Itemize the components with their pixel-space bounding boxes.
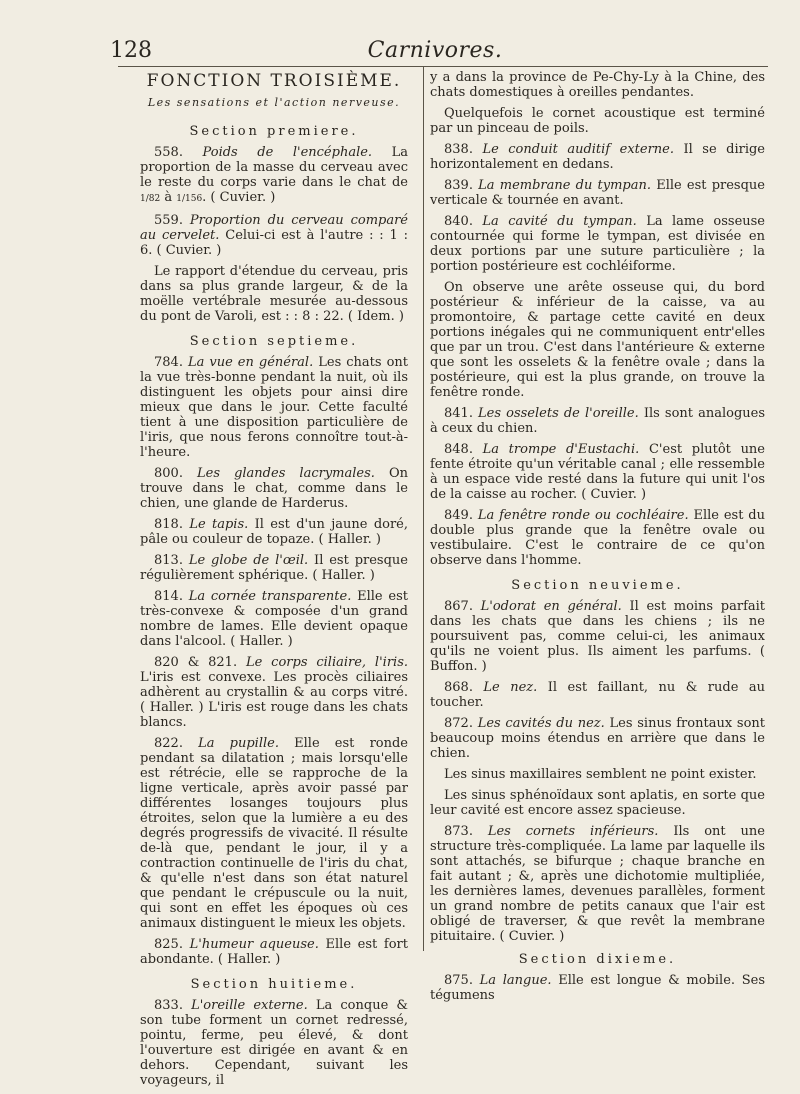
running-title: Carnivores. bbox=[367, 38, 503, 63]
paragraph-559 bbox=[140, 213, 408, 258]
paragraph-838 bbox=[430, 142, 765, 172]
para-number: 873. bbox=[444, 824, 488, 839]
paragraph-820 bbox=[140, 655, 408, 730]
para-text: L'iris est convexe. Les procès ciliaires adhèrent au crystallin & au corps vitré. ( Haller. ) L'iris est rouge dans les chats blancs. bbox=[140, 670, 408, 730]
paragraph-872b: Les sinus maxillaires semblent ne point exister. bbox=[444, 767, 757, 782]
para-text: C'est plutôt une fente étroite qu'un véritable canal ; elle ressemble à un espace vide resté dans la future qui unit l'os de la caisse au rocher. ( Cuvier. ) bbox=[430, 442, 766, 502]
para-heading: La cavité du tympan. bbox=[482, 214, 637, 229]
paragraph-848 bbox=[430, 442, 765, 502]
paragraph-840 bbox=[430, 214, 765, 274]
paragraph-839 bbox=[430, 178, 765, 208]
para-number: 559. bbox=[154, 213, 190, 228]
para-number: 875. bbox=[444, 973, 480, 988]
para-text: La lame osseuse contournée qui forme le tympan, est divisée en deux portions par une suture particulière ; la portion postérieure est cochléiforme. bbox=[430, 214, 766, 274]
paragraph-559b: Le rapport d'étendue du cerveau, pris dans sa plus grande largeur, & de la moëlle vertébrale mesurée au-dessous du pont de Varoli, est : : 8 : 22. ( Idem. ) bbox=[140, 264, 408, 324]
paragraph-813 bbox=[140, 553, 408, 583]
column-rule bbox=[423, 66, 424, 951]
para-number: 800. bbox=[154, 466, 198, 481]
para-heading: Le globe de l'œil. bbox=[188, 553, 309, 568]
paragraph-833b: Quelquefois le cornet acoustique est terminé par un pinceau de poils. bbox=[430, 106, 765, 136]
para-text: Les chats ont la vue très-bonne pendant la nuit, où ils distinguent les objets pour ainsi dire mieux que dans le jour. Cette faculté tient à une disposition particulière de l'iris, que nous ferons connoître tout-à-l'heure. bbox=[140, 355, 409, 460]
para-text: Il est faillant, nu & rude au toucher. bbox=[430, 680, 765, 710]
page-number: 128 bbox=[110, 38, 152, 63]
paragraph-814 bbox=[140, 589, 408, 649]
para-number: 872. bbox=[444, 716, 478, 731]
paragraph-833 bbox=[140, 998, 408, 1088]
section-heading: Section huitieme. bbox=[190, 977, 358, 992]
para-heading: La cornée transparente. bbox=[188, 589, 352, 604]
left-column bbox=[140, 70, 408, 1094]
para-heading: L'odorat en général. bbox=[480, 599, 622, 614]
para-text: Elle est longue & mobile. Ses tégumens bbox=[430, 973, 765, 1003]
para-text: Elle est fort abondante. ( Haller. ) bbox=[140, 937, 408, 967]
para-heading: La fenêtre ronde ou cochléaire. bbox=[477, 508, 689, 523]
paragraph-873 bbox=[430, 824, 765, 944]
header-rule bbox=[118, 66, 768, 67]
paragraph-800 bbox=[140, 466, 408, 511]
para-heading: Le nez. bbox=[483, 680, 538, 695]
fraction: 1/156 bbox=[176, 194, 203, 204]
para-heading: La langue. bbox=[479, 973, 552, 988]
para-heading: L'humeur aqueuse. bbox=[189, 937, 319, 952]
para-text: . ( Cuvier. ) bbox=[202, 190, 276, 205]
para-text: Elle est ronde pendant sa dilatation ; mais lorsqu'elle est rétrécie, elle se rapproche de la ligne verticale, après avoir passé par différentes losanges toujours plus étroites, selon que la lumière a eu des degrés progressifs de vivacité. Il résulte de-là que, pendant le jour, il y a contraction continuelle de l'iris du chat, & qu'elle n'est dans son état naturel que pendant le crépuscule ou la nuit, qui sont en effet les époques où ces animaux distinguent le mieux les objets. bbox=[140, 736, 408, 931]
para-number: 838. bbox=[444, 142, 483, 157]
para-text: Il se dirige horizontalement en dedans. bbox=[430, 142, 766, 172]
para-text: Elle est très-convexe & composée d'un grand nombre de lames. Elle devient opaque dans l'alcool. ( Haller. ) bbox=[140, 589, 408, 649]
para-text: Celui-ci est à l'autre : : 1 : 6. ( Cuvier. ) bbox=[140, 228, 408, 258]
para-heading: Les cavités du nez. bbox=[477, 716, 605, 731]
para-heading: La membrane du tympan. bbox=[478, 178, 652, 193]
para-number: 833. bbox=[154, 998, 192, 1013]
paragraph-840b: On observe une arête osseuse qui, du bord postérieur & inférieur de la caisse, va au promontoire, & partage cette cavité en deux portions inégales qui ne communiquent entr'elles que par un trou. C'est dans l'antérieure & externe que sont les osselets & la fenêtre ovale ; dans la postérieure, qui est la plus grande, on trouve la fenêtre ronde. bbox=[430, 280, 765, 400]
fraction: 1/82 bbox=[140, 194, 161, 204]
para-heading: Le tapis. bbox=[189, 517, 249, 532]
paragraph-872c: Les sinus sphénoïdaux sont aplatis, en sorte que leur cavité est encore assez spacieuse. bbox=[430, 788, 765, 818]
para-text: On trouve dans le chat, comme dans le chien, une glande de Harderus. bbox=[140, 466, 408, 511]
para-text: à bbox=[160, 190, 177, 205]
para-heading: La trompe d'Eustachi. bbox=[482, 442, 640, 457]
para-text: La conque & son tube forment un cornet redressé, pointu, ferme, peu élevé, & dont l'ouverture est dirigée en avant & en dehors. Cependant, suivant les voyageurs, il bbox=[140, 998, 408, 1088]
para-number: 848. bbox=[444, 442, 483, 457]
paragraph-558 bbox=[140, 145, 408, 207]
section-heading: Section dixieme. bbox=[518, 952, 677, 967]
para-number: 814. bbox=[154, 589, 189, 604]
paragraph-872 bbox=[430, 716, 765, 761]
para-number: 818. bbox=[154, 517, 190, 532]
paragraph-825 bbox=[140, 937, 408, 967]
para-number: 867. bbox=[444, 599, 481, 614]
function-subtitle: Les sensations et l'action nerveuse. bbox=[147, 96, 401, 109]
paragraph-833-cont: y a dans la province de Pe-Chy-Ly à la Chine, des chats domestiques à oreilles pendantes. bbox=[430, 70, 765, 100]
para-text: Il est d'un jaune doré, pâle ou couleur de topaze. ( Haller. ) bbox=[140, 517, 409, 547]
para-text: Les sinus frontaux sont beaucoup moins étendus en arrière que dans le chien. bbox=[430, 716, 765, 761]
paragraph-849 bbox=[430, 508, 765, 568]
paragraph-784 bbox=[140, 355, 408, 460]
running-head bbox=[110, 36, 760, 66]
paragraph-875 bbox=[430, 973, 765, 1003]
para-number: 813. bbox=[154, 553, 189, 568]
paragraph-822 bbox=[140, 736, 408, 931]
para-heading: L'oreille externe. bbox=[191, 998, 308, 1013]
para-heading: La pupille. bbox=[198, 736, 279, 751]
para-heading: Les cornets inférieurs. bbox=[487, 824, 659, 839]
para-heading: Le corps ciliaire, l'iris. bbox=[245, 655, 409, 670]
para-number: 825. bbox=[154, 937, 190, 952]
para-text: Ils sont analogues à ceux du chien. bbox=[430, 406, 766, 436]
paragraph-868 bbox=[430, 680, 765, 710]
para-text: Elle est du double plus grande que la fenêtre ovale ou vestibulaire. C'est le contraire de ce qu'on observe dans l'homme. bbox=[430, 508, 765, 568]
para-heading: Les glandes lacrymales. bbox=[197, 466, 375, 481]
para-number: 849. bbox=[444, 508, 478, 523]
para-heading: La vue en général. bbox=[187, 355, 314, 370]
para-heading: Les osselets de l'oreille. bbox=[478, 406, 639, 421]
para-number: 820 & 821. bbox=[154, 655, 246, 670]
para-heading: Proportion du cerveau comparé au cervelet. bbox=[140, 213, 409, 243]
para-number: 840. bbox=[444, 214, 483, 229]
section-heading: Section premiere. bbox=[189, 124, 359, 139]
function-title: FONCTION TROISIÈME. bbox=[146, 71, 402, 91]
para-text: La proportion de la masse du cerveau avec le reste du corps varie dans le chat de bbox=[140, 145, 409, 190]
para-heading: Poids de l'encéphale. bbox=[202, 145, 373, 160]
para-number: 868. bbox=[444, 680, 484, 695]
para-number: 558. bbox=[154, 145, 203, 160]
section-heading: Section neuvieme. bbox=[511, 578, 684, 593]
para-text: Il est moins parfait dans les chats que dans les chiens ; ils ne poursuivent pas, comme celui-ci, les animaux qu'ils ne voient plus. Ils aiment les parfums. ( Buffon. ) bbox=[430, 599, 766, 674]
para-number: 839. bbox=[444, 178, 479, 193]
paragraph-818 bbox=[140, 517, 408, 547]
para-number: 822. bbox=[154, 736, 199, 751]
section-heading: Section septieme. bbox=[189, 334, 359, 349]
paragraph-841 bbox=[430, 406, 765, 436]
para-heading: Le conduit auditif externe. bbox=[482, 142, 674, 157]
para-text: Il est presque régulièrement sphérique. ( Haller. ) bbox=[140, 553, 408, 583]
right-column bbox=[430, 70, 765, 1009]
para-number: 841. bbox=[444, 406, 479, 421]
para-text: Ils ont une structure très-compliquée. La lame par laquelle ils sont attachés, se bifurque ; chaque branche en fait autant ; &, après une dichotomie multipliée, les dernières lames, devenues parallèles, forment un grand nombre de petits canaux que l'air est obligé de traverser, & que revêt la membrane pituitaire. ( Cuvier. ) bbox=[430, 824, 765, 944]
paragraph-867 bbox=[430, 599, 765, 674]
para-text: Elle est presque verticale & tournée en avant. bbox=[430, 178, 765, 208]
para-number: 784. bbox=[154, 355, 188, 370]
